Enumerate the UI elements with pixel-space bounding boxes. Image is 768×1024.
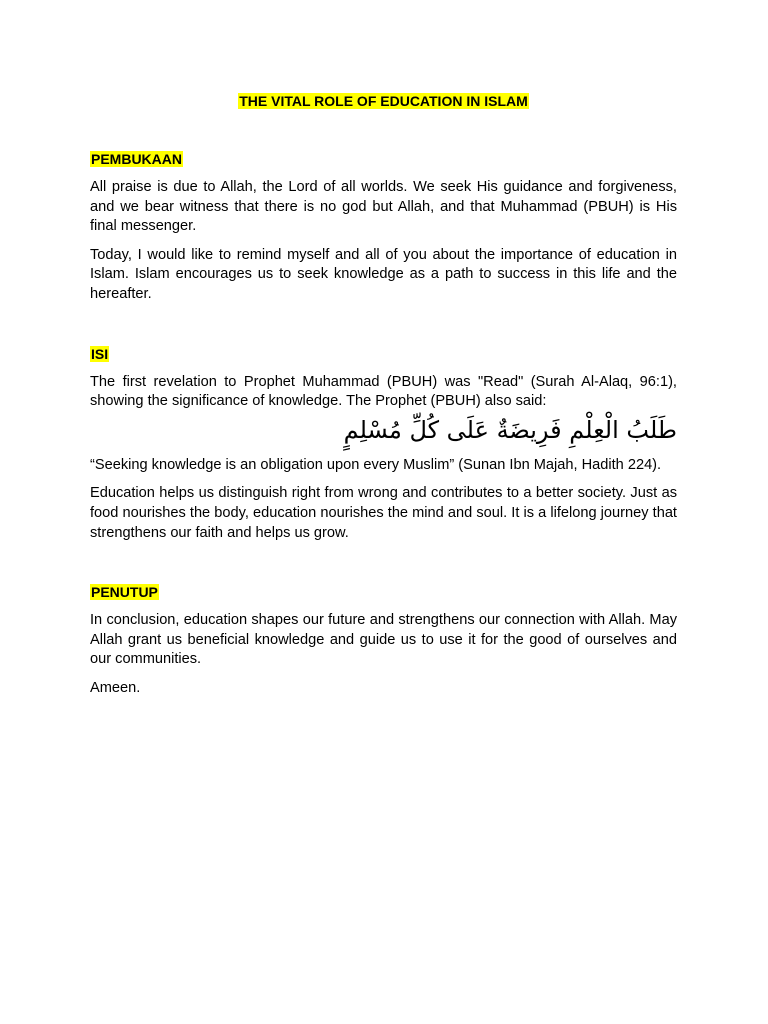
section-heading-penutup: PENUTUP [91, 584, 158, 601]
paragraph-opening-praise: All praise is due to Allah, the Lord of all worlds. We seek His guidance and forgiveness, and we bear witness that there is no god but Allah, and that Muhammad (PBUH) is His final messenger. [90, 179, 677, 235]
paragraph-education-benefits: Education helps us distinguish right from wrong and contributes to a better society. Just as food nourishes the body, education nourishes the mind and soul. It is a lifelong journey that strengthens our faith and helps us grow. [90, 485, 677, 541]
section-isi [90, 345, 677, 544]
hadith-translation: “Seeking knowledge is an obligation upon every Muslim” (Sunan Ibn Majah, Hadith 224). [90, 456, 662, 473]
paragraph-first-revelation: The first revelation to Prophet Muhammad (PBUH) was "Read" (Surah Al-Alaq, 96:1), showing the significance of knowledge. The Prophet (PBUH) also said: [90, 373, 677, 410]
section-pembukaan [90, 150, 677, 305]
paragraph-opening-reminder: Today, I would like to remind myself and all of you about the importance of education in Islam. Islam encourages us to seek knowledge as a path to success in this life and the hereafter. [90, 246, 677, 302]
paragraph-conclusion: In conclusion, education shapes our future and strengthens our connection with Allah. May Allah grant us beneficial knowledge and guide us to use it for the good of ourselves and our communities. [90, 612, 677, 668]
section-penutup [90, 583, 677, 698]
document-page [90, 92, 677, 699]
section-heading-isi: ISI [91, 345, 109, 362]
document-title-container [90, 92, 677, 112]
arabic-hadith-quote: طَلَبُ الْعِلْمِ فَرِيضَةٌ عَلَى كُلِّ مُسْلِمٍ [343, 415, 677, 444]
section-heading-pembukaan: PEMBUKAAN [91, 151, 182, 167]
paragraph-ameen: Ameen. [90, 679, 141, 696]
document-title: THE VITAL ROLE OF EDUCATION IN ISLAM [239, 93, 528, 109]
